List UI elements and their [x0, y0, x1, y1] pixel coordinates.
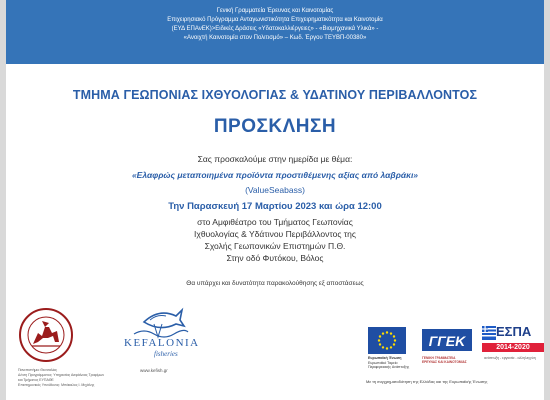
event-datetime: Την Παρασκευή 17 Μαρτίου 2023 και ώρα 12:00 — [168, 201, 382, 212]
event-theme: «Ελαφρώς μεταποιημένα προϊόντα προστιθέμενης αξίας από λαβράκι» — [131, 170, 419, 180]
gsrt-logo — [422, 325, 472, 357]
university-credits — [18, 368, 108, 388]
eu-caption-line: Ευρωπαϊκό Ταμείο — [368, 360, 398, 365]
project-acronym: (ValueSeabass) — [245, 185, 305, 195]
kefalonia-fish-icon — [124, 302, 194, 340]
eu-caption-line: Περιφερειακής Ανάπτυξης — [368, 365, 410, 370]
invitation-title: ΠΡΟΣΚΛΗΣΗ — [213, 116, 337, 137]
remote-attendance-note: Θα υπάρχει και δυνατότητα παρακολούθησης εξ αποστάσεως — [186, 280, 364, 287]
header-line: Επιχειρησιακό Πρόγραμμα Ανταγωνιστικότητα Επιχειρηματικότητα και Καινοτομία — [167, 17, 383, 23]
venue-block — [6, 216, 544, 264]
kefalonia-url: www.kefish.gr — [140, 368, 168, 373]
header-line: (ΕΥΔ ΕΠΑνΕΚ)>Ειδικές Δράσεις «Υδατοκαλλιέργειες» - «Βιομηχανικά Υλικά» - — [171, 26, 379, 32]
gsrt-caption-line: ΓΕΝΙΚΗ ΓΡΑΜΜΑΤΕΙΑ — [422, 356, 456, 360]
cofunding-statement: Με τη συγχρηματοδότηση της Ελλάδας και της Ευρωπαϊκής Ένωσης — [366, 379, 488, 384]
greek-flag-icon — [482, 326, 496, 340]
department-heading: ΤΜΗΜΑ ΓΕΩΠΟΝΙΑΣ ΙΧΘΥΟΛΟΓΙΑΣ & ΥΔΑΤΙΝΟΥ ΠΕΡΙΒΑΛΛΟΝΤΟΣ — [72, 88, 478, 102]
eu-caption — [368, 356, 420, 370]
gsrt-caption-line: ΕΡΕΥΝΑΣ ΚΑΙ ΚΑΙΝΟΤΟΜΙΑΣ — [422, 360, 467, 364]
espa-wordmark: ΕΣΠΑ — [496, 324, 532, 339]
invitation-page — [6, 0, 544, 400]
credit-line: Πανεπιστήμιο Θεσσαλίας — [18, 368, 58, 372]
venue-line: στο Αμφιθέατρο του Τμήματος Γεωπονίας — [197, 217, 353, 227]
credit-line: Επιστημονικός Υπεύθυνος: Μπάκαλος Ι. Μιχάλης — [18, 383, 95, 387]
eu-caption-line: Ευρωπαϊκή Ένωση — [368, 356, 402, 360]
header-line: Γενική Γραμματεία Έρευνας και Καινοτομίας — [216, 8, 334, 14]
gsrt-caption — [422, 356, 474, 364]
venue-line: Στην οδό Φυτόκου, Βόλος — [226, 253, 324, 263]
university-seal-logo — [18, 307, 74, 363]
venue-line: Ιχθυολογίας & Υδάτινου Περιβάλλοντος της — [194, 229, 356, 239]
eu-flag-icon — [368, 327, 406, 354]
intro-text: Σας προσκαλούμε στην ημερίδα με θέμα: — [197, 154, 353, 164]
kefalonia-subtitle: fisheries — [154, 350, 178, 358]
credit-line: Δ/νση Προγράμματος: Υπηρεσίας Ασφάλειας Τροφίμων — [18, 373, 105, 377]
gsrt-wordmark: ΓΓΕΚ — [428, 333, 466, 349]
credit-line: και Τμήματος ΕΥΠΑΘΕ — [18, 378, 54, 382]
funding-header — [6, 0, 544, 64]
espa-slogan: ανάπτυξη - εργασία - αλληλεγγύη — [484, 356, 536, 360]
header-line: «Ανοιχτή Καινοτομία στον Πολιτισμό» – Κωδ. Έργου ΤΕΥΒΠ-00380» — [183, 35, 367, 41]
kefalonia-wordmark: KEFALONIA — [124, 337, 200, 349]
venue-line: Σχολής Γεωπονικών Επιστημών Π.Θ. — [204, 241, 346, 251]
espa-years: 2014-2020 — [482, 343, 544, 352]
